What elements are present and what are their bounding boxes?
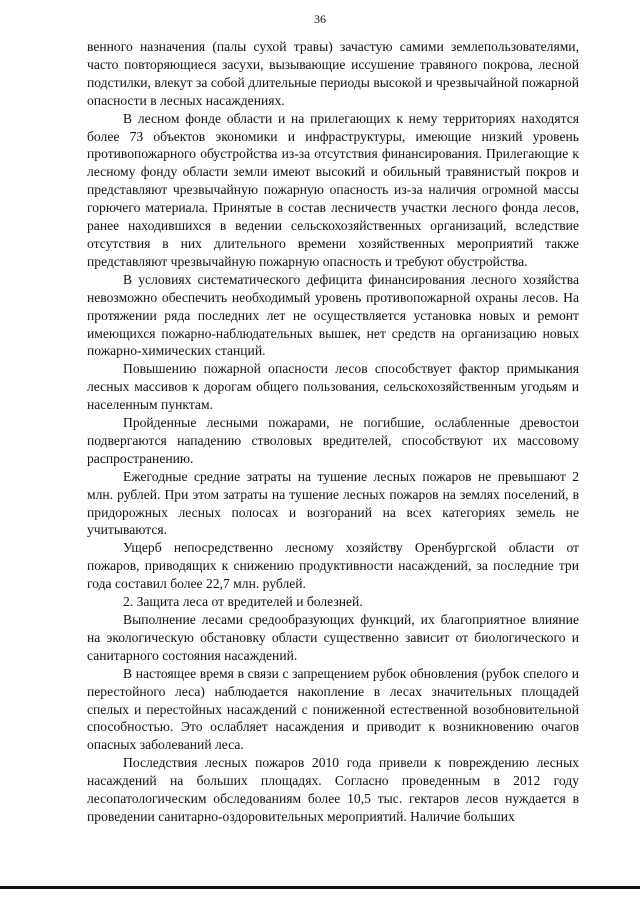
paragraph: Ущерб непосредственно лесному хозяйству Оренбургской области от пожаров, приводящих к снижению продуктивности насаждений, за последние три года составил более 22,7 млн. рублей. [87, 540, 579, 592]
paragraph: Повышению пожарной опасности лесов способствует фактор примыкания лесных массивов к дорогам общего пользования, сельскохозяйственным угодьям и населенным пунктам. [87, 361, 579, 413]
bottom-rule [0, 886, 640, 889]
paragraph: В лесном фонде области и на прилегающих к нему территориях находятся более 73 объектов экономики и инфраструктуры, имеющие низкий уровень противопожарного обустройства из-за отсутствия финансирования. Прилегающие к лесному фонду области земли имеют высокий и обильный травянистый покров и представляют чрезвычайную пожарную опасность из-за наличия огромной массы горючего материала. Принятые в состав лесничеств участки лесного фонда лесов, ранее находившихся в ведении сельскохозяйственных организаций, вследствие отсутствия в них длительного времени хозяйственных мероприятий также представляют чрезвычайную пожарную опасность и требуют обустройства. [87, 110, 579, 269]
page-number: 36 [314, 12, 326, 26]
paragraph: В условиях систематического дефицита финансирования лесного хозяйства невозможно обеспечить необходимый уровень противопожарной охраны лесов. На протяжении ряда последних лет не осуществляется установка новых и ремонт имеющихся пожарно-наблюдательных вышек, нет средств на организацию новых пожарно-химических станций. [87, 271, 579, 359]
paragraph: Пройденные лесными пожарами, не погибшие, ослабленные древостои подвергаются нападению стволовых вредителей, способствуют их массовому распространению. [87, 415, 579, 466]
document-body [87, 38, 579, 826]
paragraph: Последствия лесных пожаров 2010 года привели к повреждению лесных насаждений на больших площадях. Согласно проведенным в 2012 году лесопатологическим обследованиям более 10,5 тыс. гектаров лесов нуждается в проведении санитарно-оздоровительных мероприятий. Наличие больших [87, 755, 579, 824]
paragraph: Ежегодные средние затраты на тушение лесных пожаров не превышают 2 млн. рублей. При этом затраты на тушение лесных пожаров на землях поселений, в придорожных лесных полосах и возгораний на всех категориях земель не учитываются. [87, 468, 579, 538]
paragraph: В настоящее время в связи с запрещением рубок обновления (рубок спелого и перестойного леса) наблюдается накопление в лесах значительных площадей спелых и перестойных насаждений с пониженной естественной возобновительной способностью. Это ослабляет насаждения и приводит к возникновению очагов опасных заболеваний леса. [87, 665, 579, 753]
section-heading: 2. Защита леса от вредителей и болезней. [123, 594, 363, 610]
paragraph: Выполнение лесами средообразующих функций, их благоприятное влияние на экологическую обстановку области существенно зависит от биологического и санитарного состояния насаждений. [87, 612, 579, 663]
paragraph-continued: венного назначения (палы сухой травы) зачастую самими землепользователями, часто повторяющиеся засухи, вызывающие иссушение травяного покрова, лесной подстилки, влекут за собой длительные периоды высокой и чрезвычайной пожарной опасности в лесных насаждениях. [87, 39, 579, 108]
